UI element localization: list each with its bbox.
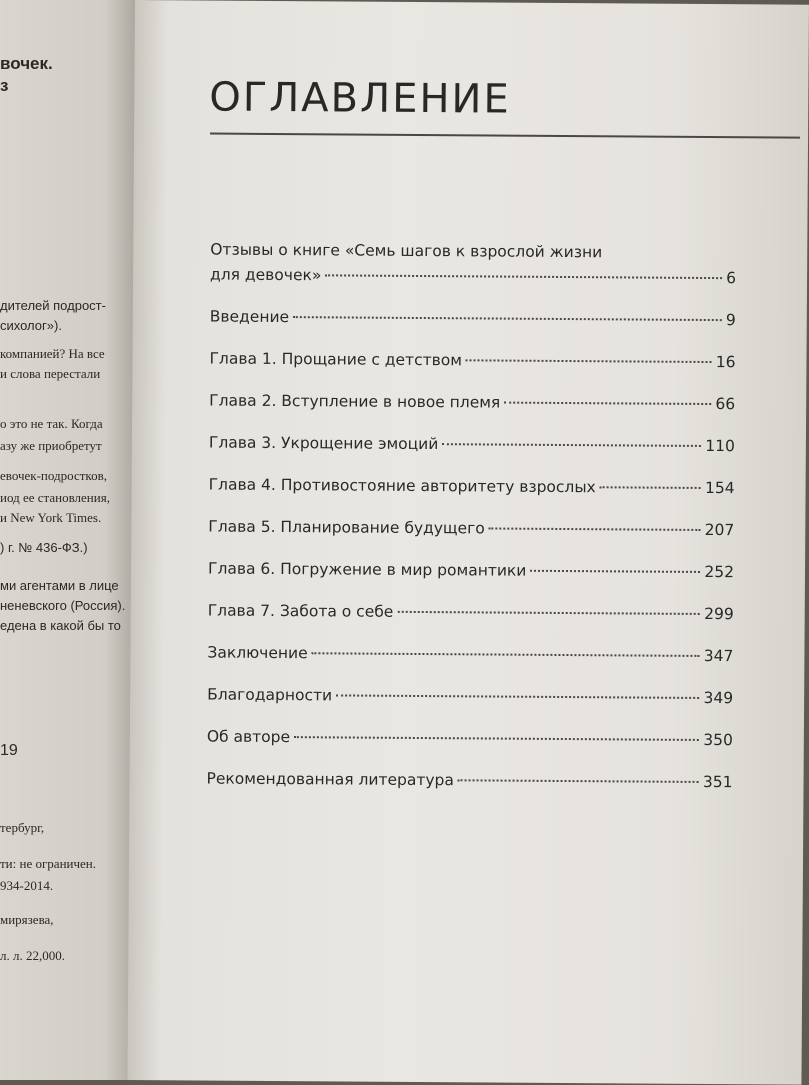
toc-entry-line bbox=[208, 558, 734, 584]
left-page-fragment: 934-2014. bbox=[0, 878, 54, 893]
toc-entry-label: Введение bbox=[209, 307, 290, 327]
toc-entry bbox=[206, 768, 732, 794]
left-page-fragment: 19 bbox=[0, 742, 18, 759]
toc-entry bbox=[209, 474, 735, 500]
toc-entry bbox=[207, 726, 733, 752]
toc-entry bbox=[209, 348, 735, 374]
dot-leader bbox=[458, 779, 699, 783]
toc-entry-label: Глава 6. Погружение в мир романтики bbox=[207, 559, 527, 580]
toc-entry-label: Глава 3. Укрощение эмоций bbox=[208, 433, 439, 454]
toc-entry-label: Глава 4. Противостояние авторитету взрослых bbox=[208, 475, 596, 497]
toc-entry bbox=[207, 684, 733, 710]
toc-entry-line bbox=[209, 390, 735, 416]
toc-entry-line bbox=[207, 726, 733, 752]
toc-entry-label: Благодарности bbox=[207, 685, 333, 705]
left-page-fragment: сихолог»). bbox=[0, 318, 62, 333]
toc-entry-label: Глава 7. Забота о себе bbox=[207, 601, 394, 621]
toc-entry-line bbox=[209, 348, 735, 374]
title-underline bbox=[210, 133, 800, 139]
dot-leader bbox=[466, 359, 712, 363]
left-page-fragment: азу же приобретут bbox=[0, 438, 102, 453]
toc-entry-page-number: 66 bbox=[715, 395, 736, 414]
toc-entry-page-number: 9 bbox=[725, 311, 736, 330]
toc-entry-page-number: 110 bbox=[705, 436, 735, 456]
left-page-fragment: ми агентами в лице bbox=[0, 578, 119, 593]
dot-leader bbox=[530, 570, 700, 573]
left-page-fragment: з bbox=[0, 76, 9, 95]
toc-entry-line bbox=[207, 684, 733, 710]
toc-entry-page-number: 347 bbox=[703, 646, 734, 666]
dot-leader bbox=[294, 736, 699, 741]
toc-entry-line bbox=[206, 768, 732, 794]
left-page-fragment: тербург, bbox=[0, 820, 45, 835]
toc-entry bbox=[208, 516, 734, 542]
toc-entry-page-number: 351 bbox=[702, 772, 733, 792]
toc-entry bbox=[209, 390, 735, 416]
dot-leader bbox=[504, 402, 711, 405]
toc-entry bbox=[210, 306, 736, 332]
toc-entry-line bbox=[208, 600, 734, 626]
toc-entry-line bbox=[210, 306, 736, 332]
toc-entry-page-number: 16 bbox=[715, 353, 736, 372]
toc-entry-page-number: 154 bbox=[704, 478, 735, 498]
left-page bbox=[0, 0, 150, 1080]
toc-entry-line bbox=[208, 516, 734, 542]
page-title: ОГЛАВЛЕНИЕ bbox=[209, 74, 511, 123]
contents-page bbox=[127, 0, 809, 1085]
dot-leader bbox=[442, 443, 701, 447]
toc-entry-label: Об авторе bbox=[206, 727, 291, 747]
left-page-fragment: и New York Times. bbox=[0, 510, 102, 525]
toc-entry-line bbox=[209, 432, 735, 458]
toc-entry bbox=[210, 239, 736, 290]
dot-leader bbox=[293, 316, 722, 321]
left-page-fragment: мирязева, bbox=[0, 912, 54, 927]
left-page-fragment: неневского (Россия). bbox=[0, 598, 126, 613]
toc-entry-label: Глава 5. Планирование будущего bbox=[208, 517, 485, 538]
left-page-fragment: и слова перестали bbox=[0, 366, 101, 381]
left-page-fragment: евочек-подростков, bbox=[0, 468, 107, 483]
left-page-fragment: иод ее становления, bbox=[0, 490, 110, 505]
dot-leader bbox=[336, 694, 699, 699]
left-page-fragment: о это не так. Когда bbox=[0, 416, 103, 431]
left-page-fragment: ти: не ограничен. bbox=[0, 856, 97, 871]
left-page-fragment: компанией? На все bbox=[0, 346, 105, 361]
toc-entry-line bbox=[210, 264, 736, 290]
toc-entry-title-line: Отзывы о книге «Семь шагов к взрослой жизни bbox=[210, 240, 603, 262]
toc-entry-label: Глава 1. Прощание с детством bbox=[209, 349, 463, 370]
toc-entry-page-number: 350 bbox=[703, 730, 733, 750]
dot-leader bbox=[600, 486, 701, 489]
left-page-fragment: вочек. bbox=[0, 54, 53, 73]
dot-leader bbox=[489, 527, 701, 530]
table-of-contents bbox=[206, 239, 736, 814]
toc-entry bbox=[208, 600, 734, 626]
toc-entry-page-number: 207 bbox=[704, 520, 735, 540]
dot-leader bbox=[397, 611, 700, 615]
dot-leader bbox=[325, 274, 722, 279]
toc-entry-label: Глава 2. Вступление в новое племя bbox=[209, 391, 501, 412]
left-page-fragment: дителей подрост- bbox=[0, 298, 106, 313]
toc-entry-line bbox=[209, 474, 735, 500]
toc-entry bbox=[209, 432, 735, 458]
dot-leader bbox=[312, 652, 700, 657]
toc-entry-page-number: 252 bbox=[704, 562, 735, 582]
toc-entry-page-number: 6 bbox=[726, 269, 737, 288]
toc-entry-page-number: 349 bbox=[703, 688, 734, 708]
toc-entry-label: для девочек» bbox=[210, 265, 322, 285]
toc-entry-line bbox=[207, 642, 733, 668]
toc-entry-label: Рекомендованная литература bbox=[206, 769, 454, 790]
toc-entry-label: Заключение bbox=[207, 643, 308, 663]
left-page-fragment: ) г. № 436-ФЗ.) bbox=[0, 540, 88, 555]
toc-entry bbox=[207, 642, 733, 668]
left-page-fragment: л. л. 22,000. bbox=[0, 948, 65, 963]
toc-entry-page-number: 299 bbox=[704, 604, 734, 624]
toc-entry bbox=[208, 558, 734, 584]
left-page-fragment: едена в какой бы то bbox=[0, 618, 121, 633]
